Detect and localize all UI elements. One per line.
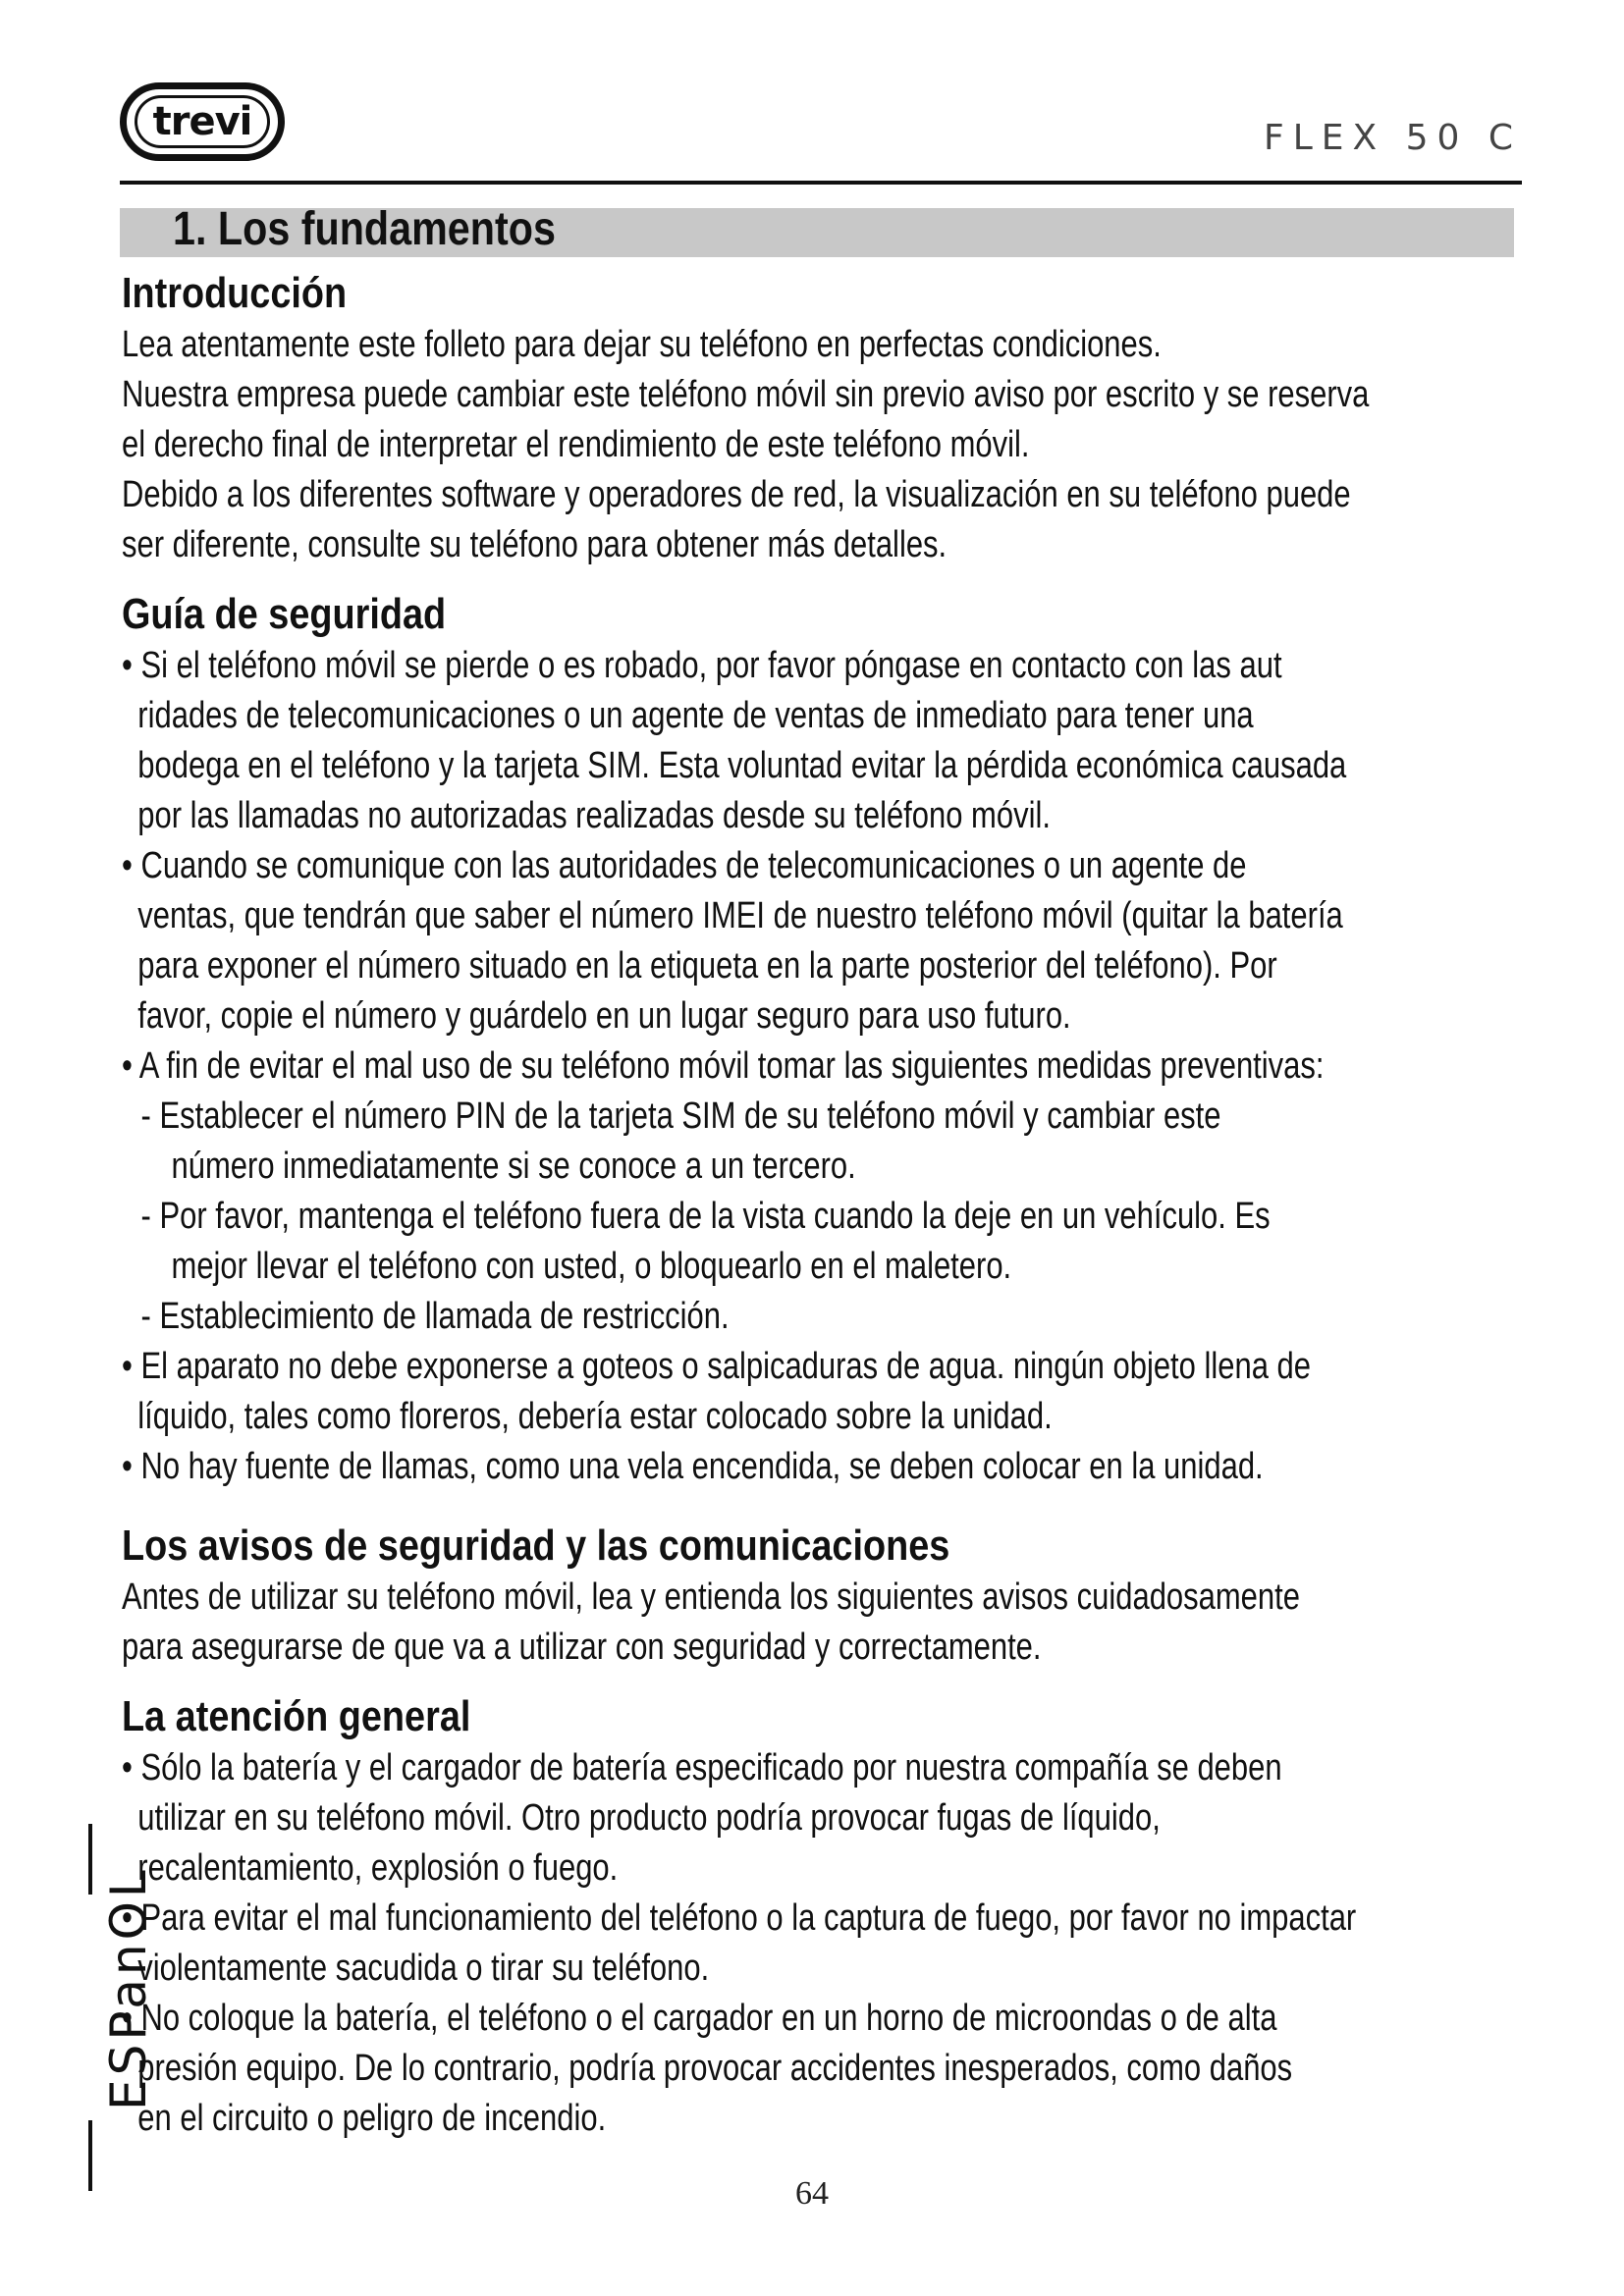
- trevi-logo: [120, 82, 285, 161]
- list-item-cont: en el circuito o peligro de incendio.: [137, 2098, 607, 2139]
- list-item: • No hay fuente de llamas, como una vela encendida, se deben colocar en la unidad.: [122, 1446, 1264, 1487]
- list-item-cont: bodega en el teléfono y la tarjeta SIM. Esta voluntad evitar la pérdida económica causada: [137, 745, 1347, 786]
- page-number: 64: [795, 2175, 829, 2212]
- notices-heading: Los avisos de seguridad y las comunicaciones: [122, 1522, 950, 1570]
- list-item: • Si el teléfono móvil se pierde o es robado, por favor póngase en contacto con las aut: [122, 645, 1282, 686]
- content: [122, 267, 1526, 2144]
- list-item-cont: ventas, que tendrán que saber el número IMEI de nuestro teléfono móvil (quitar la batería: [137, 895, 1343, 936]
- side-rule-top: [88, 1824, 92, 1895]
- list-item-cont: por las llamadas no autorizadas realizadas desde su teléfono móvil.: [137, 795, 1051, 836]
- list-item-cont: violentamente sacudida o tirar su teléfono.: [137, 1948, 710, 1989]
- list-item: • Para evitar el mal funcionamiento del teléfono o la captura de fuego, por favor no impactar: [122, 1897, 1357, 1939]
- text-line: Lea atentamente este folleto para dejar su teléfono en perfectas condiciones.: [122, 324, 1162, 365]
- logo-text: trevi: [135, 95, 270, 148]
- list-item-cont: ridades de telecomunicaciones o un agente de ventas de inmediato para tener una: [137, 695, 1254, 736]
- list-item-cont: utilizar en su teléfono móvil. Otro producto podría provocar fugas de líquido,: [137, 1797, 1161, 1839]
- sub-item-cont: mejor llevar el teléfono con usted, o bloquearlo en el maletero.: [171, 1246, 1012, 1287]
- list-item-cont: líquido, tales como floreros, debería estar colocado sobre la unidad.: [137, 1396, 1053, 1437]
- list-item: • Sólo la batería y el cargador de batería especificado por nuestra compañía se deben: [122, 1747, 1282, 1789]
- sub-item: - Establecimiento de llamada de restricción.: [140, 1296, 730, 1337]
- text-line: ser diferente, consulte su teléfono para obtener más detalles.: [122, 524, 947, 565]
- intro-text: [122, 320, 1370, 570]
- intro-heading: Introducción: [122, 269, 348, 317]
- language-tab: ESPanOL: [100, 1866, 157, 2110]
- text-line: Antes de utilizar su teléfono móvil, lea y entienda los siguientes avisos cuidadosamente: [122, 1576, 1300, 1618]
- sub-item: - Establecer el número PIN de la tarjeta SIM de su teléfono móvil y cambiar este: [140, 1095, 1221, 1137]
- list-item: • A fin de evitar el mal uso de su teléfono móvil tomar las siguientes medidas preventivas:: [122, 1045, 1325, 1087]
- general-heading: La atención general: [122, 1692, 471, 1740]
- safety-heading: Guía de seguridad: [122, 590, 447, 638]
- list-item-cont: favor, copie el número y guárdelo en un lugar seguro para uso futuro.: [137, 995, 1071, 1037]
- list-item-cont: recalentamiento, explosión o fuego.: [137, 1847, 619, 1889]
- safety-text: [122, 641, 1347, 1492]
- sub-item: - Por favor, mantenga el teléfono fuera de la vista cuando la deje en un vehículo. Es: [140, 1196, 1271, 1237]
- list-item: • El aparato no debe exponerse a goteos o salpicaduras de agua. ningún objeto llena de: [122, 1346, 1311, 1387]
- text-line: para asegurarse de que va a utilizar con seguridad y correctamente.: [122, 1627, 1042, 1668]
- list-item: • No coloque la batería, el teléfono o el cargador en un horno de microondas o de alta: [122, 1998, 1277, 2039]
- text-line: Debido a los diferentes software y operadores de red, la visualización en su teléfono puede: [122, 474, 1351, 515]
- header-divider: [120, 181, 1522, 185]
- notices-text: [122, 1573, 1300, 1673]
- model-name: FLEX 50 C: [1263, 118, 1522, 158]
- general-text: [122, 1743, 1357, 2144]
- list-item: • Cuando se comunique con las autoridades de telecomunicaciones o un agente de: [122, 845, 1247, 886]
- text-line: Nuestra empresa puede cambiar este teléfono móvil sin previo aviso por escrito y se reserva: [122, 374, 1370, 415]
- section-title: 1. Los fundamentos: [173, 203, 556, 255]
- list-item-cont: para exponer el número situado en la etiqueta en la parte posterior del teléfono). Por: [137, 945, 1277, 987]
- sub-item-cont: número inmediatamente si se conoce a un tercero.: [171, 1146, 856, 1187]
- list-item-cont: presión equipo. De lo contrario, podría provocar accidentes inesperados, como daños: [137, 2048, 1293, 2089]
- text-line: el derecho final de interpretar el rendimiento de este teléfono móvil.: [122, 424, 1030, 465]
